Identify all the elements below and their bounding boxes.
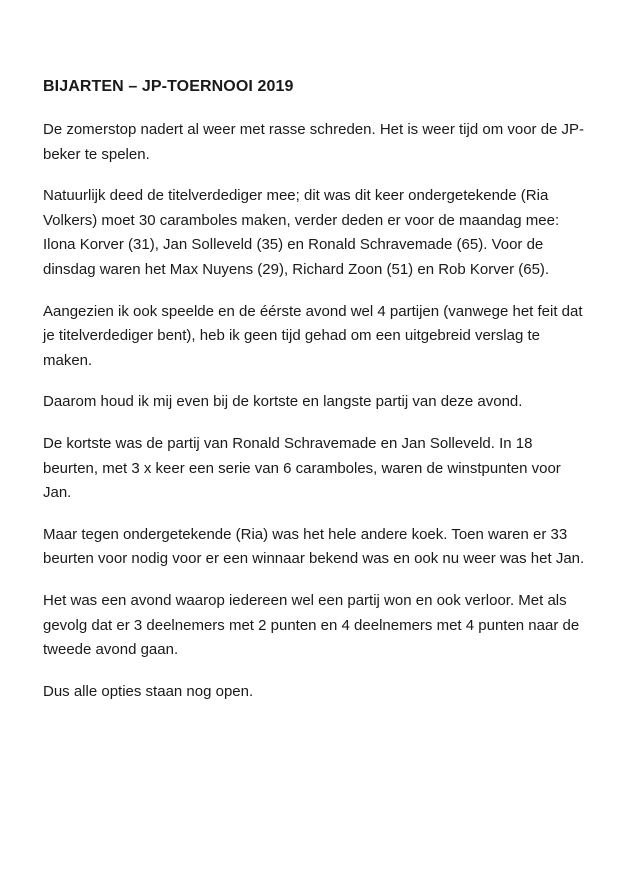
paragraph-participants: Natuurlijk deed de titelverdediger mee; dit was dit keer ondergetekende (Ria Volkers) moet 30 caramboles maken, verder deden er voor de maandag mee: Ilona Korver (31), Jan Solleveld (35) en Ronald Schravemade (65). Voor de dinsdag waren het Max Nuyens (29), Richard Zoon (51) en Rob Korver (65). (43, 187, 560, 278)
paragraph-focus: Daarom houd ik mij even bij de kortste en langste partij van deze avond. (43, 393, 523, 411)
paragraph-intro: De zomerstop nadert al weer met rasse schreden. Het is weer tijd om voor de JP-beker te spelen. (43, 121, 585, 163)
paragraph-longest-game: Maar tegen ondergetekende (Ria) was het hele andere koek. Toen waren er 33 beurten voor nodig voor er een winnaar bekend was en ook nu weer was het Jan. (43, 525, 585, 568)
paragraph-shortest-game: De kortste was de partij van Ronald Schravemade en Jan Solleveld. In 18 beurten, met 3 x keer een serie van 6 caramboles, waren de winstpunten voor Jan. (43, 434, 561, 502)
paragraph-no-report-time: Aangezien ik ook speelde en de éérste avond wel 4 partijen (vanwege het feit dat je titelverdediger bent), heb ik geen tijd gehad om een uitgebreid verslag te maken. (43, 302, 583, 369)
document-title: BIJARTEN – JP-TOERNOOI 2019 (43, 78, 294, 95)
paragraph-closing: Dus alle opties staan nog open. (43, 682, 254, 700)
paragraph-standings: Het was een avond waarop iedereen wel een partij won en ook verloor. Met als gevolg dat er 3 deelnemers met 2 punten en 4 deelnemers met 4 punten naar de tweede avond gaan. (43, 591, 580, 659)
